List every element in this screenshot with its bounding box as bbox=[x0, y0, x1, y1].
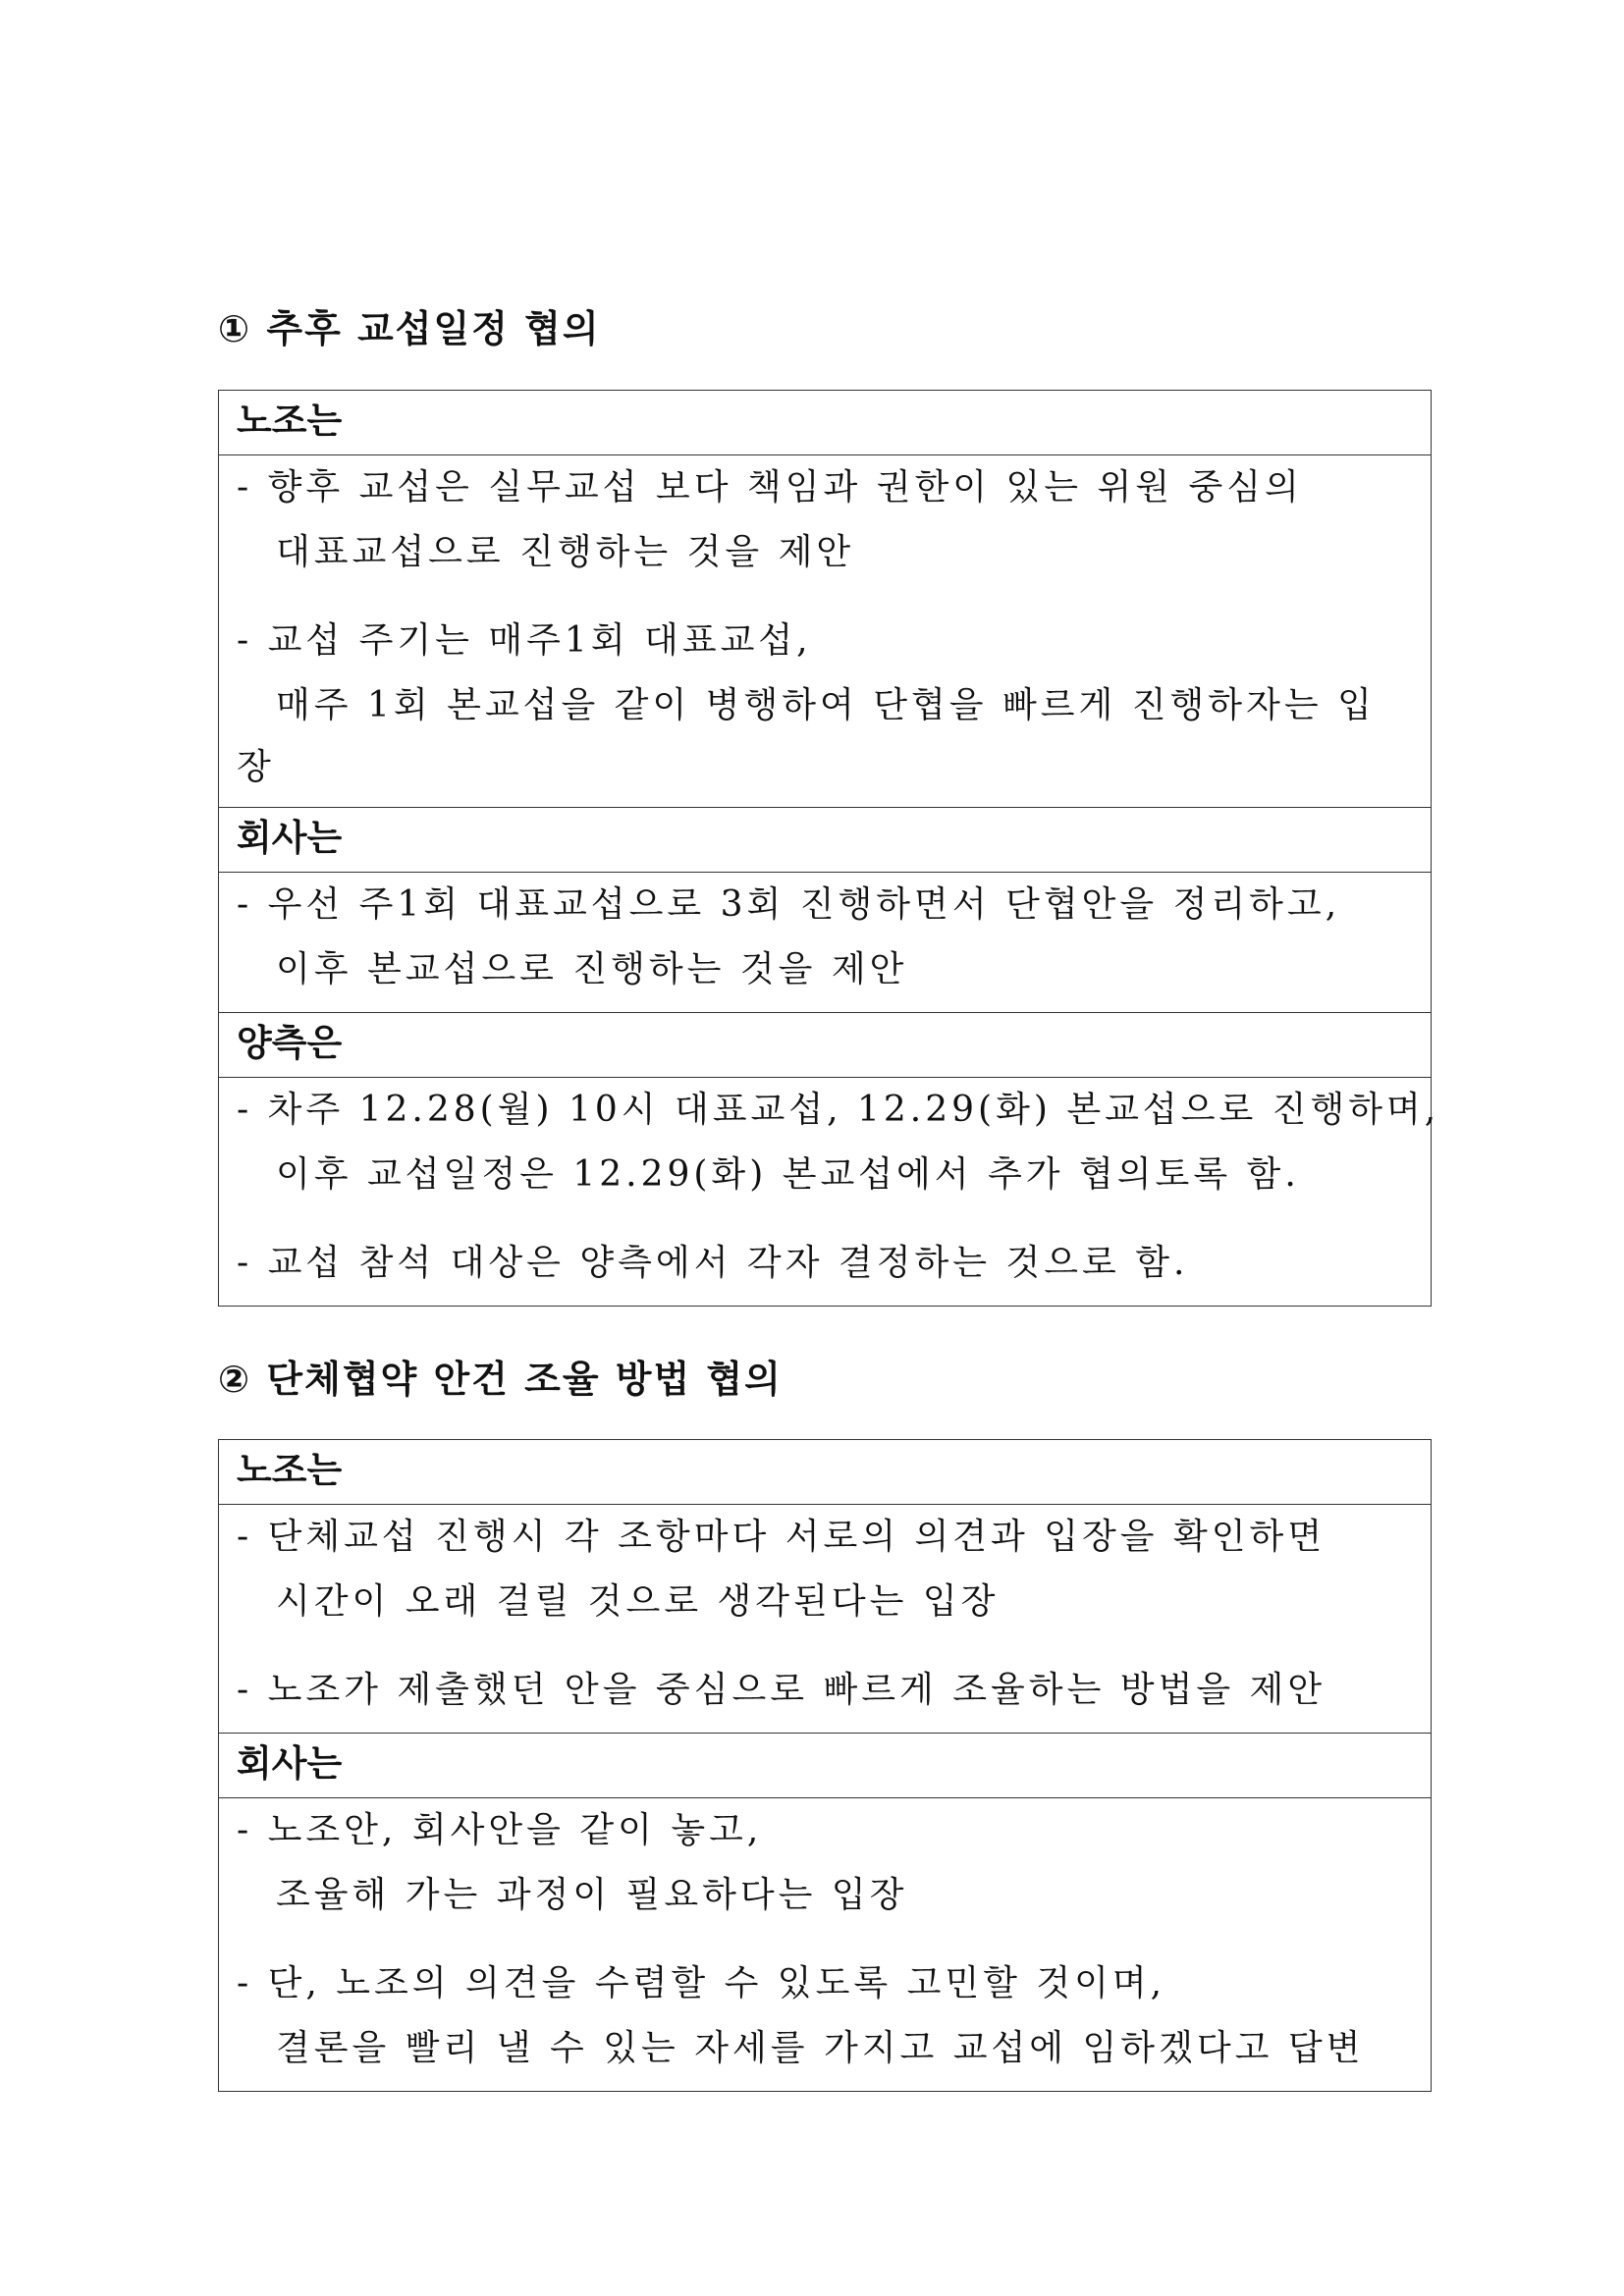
text-line: - 단체교섭 진행시 각 조항마다 서로의 의견과 입장을 확인하면 bbox=[237, 1517, 1326, 1557]
text-line: 시간이 오래 걸릴 것으로 생각된다는 입장 bbox=[276, 1581, 1000, 1622]
text-line: - 교섭 참석 대상은 양측에서 각자 결정하는 것으로 함. bbox=[237, 1243, 1189, 1283]
text-line: 매주 1회 본교섭을 같이 병행하여 단협을 빠르게 진행하자는 입 bbox=[276, 685, 1376, 725]
section-2-title: ② 단체협약 안건 조율 방법 협의 bbox=[218, 1358, 783, 1401]
text-line: 결론을 빨리 낼 수 있는 자세를 가지고 교섭에 임하겠다고 답변 bbox=[276, 2028, 1365, 2068]
text-line: - 노조안, 회사안을 같이 놓고, bbox=[237, 1810, 763, 1850]
list-item bbox=[237, 1231, 1417, 1296]
list-item bbox=[237, 1798, 1417, 1928]
text-line: 조율해 가는 과정이 필요하다는 입장 bbox=[276, 1875, 908, 1915]
section-1-table bbox=[218, 390, 1440, 1307]
list-item bbox=[237, 1951, 1417, 2081]
text-line: - 단, 노조의 의견을 수렴할 수 있도록 고민할 것이며, bbox=[237, 1963, 1166, 2003]
section-2-company-body bbox=[219, 1798, 1431, 2091]
section-2-company-header: 회사는 bbox=[219, 1734, 1431, 1798]
list-item bbox=[237, 1078, 1440, 1207]
text-line: 대표교섭으로 진행하는 것을 제안 bbox=[276, 532, 855, 572]
text-line: - 노조가 제출했던 안을 중심으로 빠르게 조율하는 방법을 제안 bbox=[237, 1670, 1326, 1710]
section-2-table bbox=[218, 1439, 1432, 2092]
text-line: 장 bbox=[237, 747, 275, 787]
section-1-union-body bbox=[219, 455, 1431, 808]
list-item bbox=[237, 1505, 1417, 1634]
section-1-both-body bbox=[219, 1078, 1440, 1306]
section-2-union-body bbox=[219, 1505, 1431, 1734]
list-item bbox=[237, 609, 1417, 797]
section-1-company-header: 회사는 bbox=[219, 808, 1431, 873]
text-line: - 우선 주1회 대표교섭으로 3회 진행하면서 단협안을 정리하고, bbox=[237, 884, 1341, 925]
section-1-title: ① 추후 교섭일정 협의 bbox=[218, 307, 601, 350]
text-line: 이후 교섭일정은 12.29(화) 본교섭에서 추가 협의토록 함. bbox=[276, 1154, 1300, 1195]
section-1-both-header: 양측은 bbox=[219, 1013, 1431, 1078]
list-item bbox=[237, 1658, 1417, 1723]
list-item bbox=[237, 455, 1417, 585]
list-item bbox=[237, 873, 1417, 1002]
text-line: - 교섭 주기는 매주1회 대표교섭, bbox=[237, 620, 812, 661]
section-2-union-header: 노조는 bbox=[219, 1440, 1431, 1505]
section-1-union-header: 노조는 bbox=[219, 391, 1431, 455]
text-line: 이후 본교섭으로 진행하는 것을 제안 bbox=[276, 949, 908, 989]
text-line: - 향후 교섭은 실무교섭 보다 책임과 권한이 있는 위원 중심의 bbox=[237, 467, 1303, 507]
section-1-company-body bbox=[219, 873, 1431, 1013]
text-line: - 차주 12.28(월) 10시 대표교섭, 12.29(화) 본교섭으로 진행하며, bbox=[237, 1090, 1440, 1130]
